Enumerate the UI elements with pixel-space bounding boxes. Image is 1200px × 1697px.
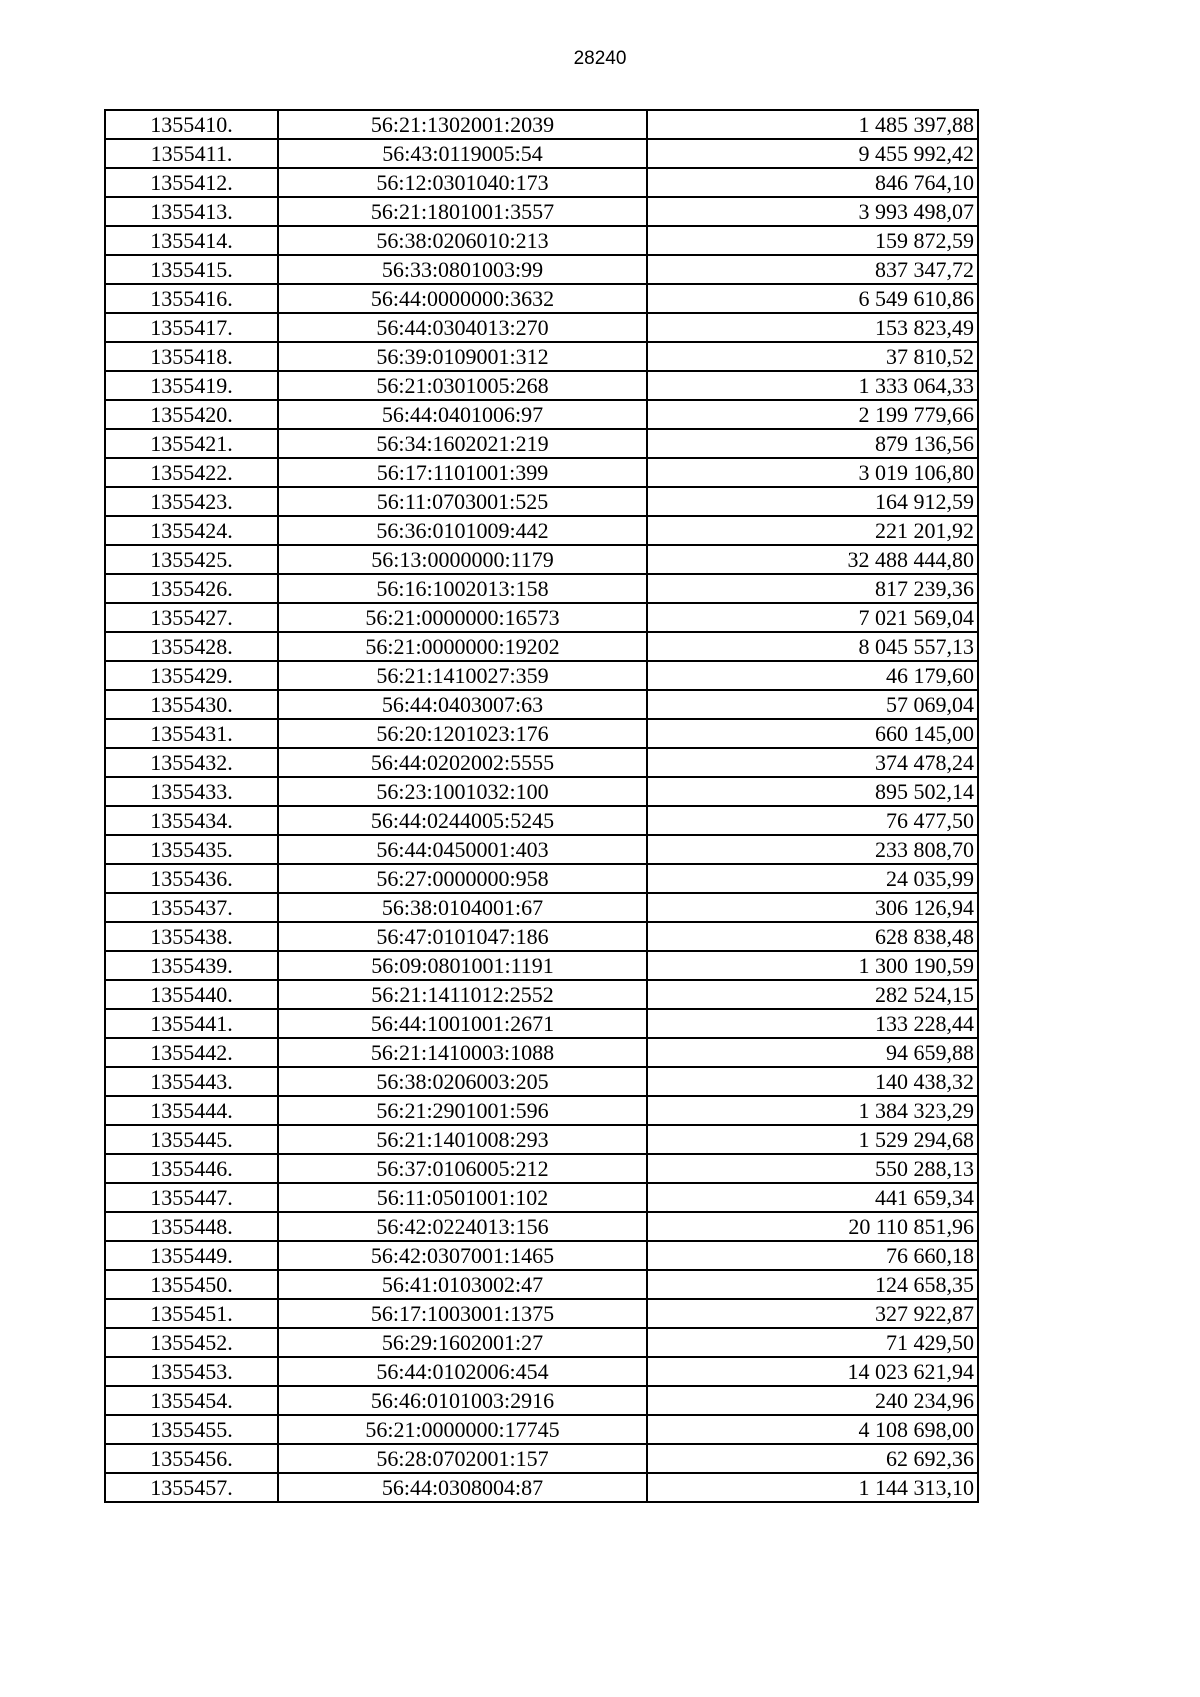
table-row [105, 661, 978, 690]
row-number-cell: 1355448. [105, 1212, 278, 1241]
table-row [105, 284, 978, 313]
cadastral-value-cell: 1 384 323,29 [647, 1096, 978, 1125]
cadastral-number-cell: 56:11:0703001:525 [278, 487, 647, 516]
table-row [105, 371, 978, 400]
cadastral-value-cell: 817 239,36 [647, 574, 978, 603]
cadastral-value-cell: 282 524,15 [647, 980, 978, 1009]
cadastral-number-cell: 56:37:0106005:212 [278, 1154, 647, 1183]
row-number-cell: 1355437. [105, 893, 278, 922]
cadastral-value-cell: 660 145,00 [647, 719, 978, 748]
table-row [105, 864, 978, 893]
cadastral-value-cell: 1 333 064,33 [647, 371, 978, 400]
table-row [105, 980, 978, 1009]
table-row [105, 487, 978, 516]
cadastral-value-cell: 1 485 397,88 [647, 110, 978, 139]
row-number-cell: 1355445. [105, 1125, 278, 1154]
table-row [105, 458, 978, 487]
cadastral-value-cell: 233 808,70 [647, 835, 978, 864]
cadastral-number-cell: 56:38:0206010:213 [278, 226, 647, 255]
cadastral-number-cell: 56:44:0000000:3632 [278, 284, 647, 313]
table-row [105, 1241, 978, 1270]
table-row [105, 719, 978, 748]
row-number-cell: 1355452. [105, 1328, 278, 1357]
cadastral-value-table [104, 109, 979, 1503]
row-number-cell: 1355453. [105, 1357, 278, 1386]
row-number-cell: 1355413. [105, 197, 278, 226]
cadastral-value-cell: 57 069,04 [647, 690, 978, 719]
cadastral-number-cell: 56:29:1602001:27 [278, 1328, 647, 1357]
cadastral-value-cell: 327 922,87 [647, 1299, 978, 1328]
cadastral-value-cell: 837 347,72 [647, 255, 978, 284]
row-number-cell: 1355439. [105, 951, 278, 980]
table-row [105, 429, 978, 458]
cadastral-value-cell: 306 126,94 [647, 893, 978, 922]
cadastral-value-cell: 374 478,24 [647, 748, 978, 777]
row-number-cell: 1355425. [105, 545, 278, 574]
row-number-cell: 1355440. [105, 980, 278, 1009]
cadastral-value-cell: 895 502,14 [647, 777, 978, 806]
cadastral-value-cell: 14 023 621,94 [647, 1357, 978, 1386]
cadastral-value-cell: 20 110 851,96 [647, 1212, 978, 1241]
cadastral-number-cell: 56:39:0109001:312 [278, 342, 647, 371]
page-number: 28240 [573, 48, 627, 69]
table-row [105, 806, 978, 835]
cadastral-number-cell: 56:42:0224013:156 [278, 1212, 647, 1241]
cadastral-number-cell: 56:21:0000000:17745 [278, 1415, 647, 1444]
cadastral-number-cell: 56:43:0119005:54 [278, 139, 647, 168]
cadastral-value-cell: 6 549 610,86 [647, 284, 978, 313]
cadastral-value-cell: 846 764,10 [647, 168, 978, 197]
cadastral-value-cell: 159 872,59 [647, 226, 978, 255]
row-number-cell: 1355441. [105, 1009, 278, 1038]
table-row [105, 516, 978, 545]
cadastral-value-cell: 76 477,50 [647, 806, 978, 835]
table-row [105, 574, 978, 603]
cadastral-value-cell: 2 199 779,66 [647, 400, 978, 429]
table-row [105, 1299, 978, 1328]
row-number-cell: 1355415. [105, 255, 278, 284]
table-row [105, 1183, 978, 1212]
row-number-cell: 1355416. [105, 284, 278, 313]
table-row [105, 922, 978, 951]
row-number-cell: 1355428. [105, 632, 278, 661]
row-number-cell: 1355417. [105, 313, 278, 342]
table-row [105, 1067, 978, 1096]
row-number-cell: 1355429. [105, 661, 278, 690]
cadastral-number-cell: 56:44:0450001:403 [278, 835, 647, 864]
row-number-cell: 1355424. [105, 516, 278, 545]
cadastral-value-cell: 7 021 569,04 [647, 603, 978, 632]
row-number-cell: 1355449. [105, 1241, 278, 1270]
row-number-cell: 1355456. [105, 1444, 278, 1473]
table-row [105, 110, 978, 139]
cadastral-value-cell: 550 288,13 [647, 1154, 978, 1183]
row-number-cell: 1355447. [105, 1183, 278, 1212]
cadastral-value-cell: 4 108 698,00 [647, 1415, 978, 1444]
cadastral-value-cell: 46 179,60 [647, 661, 978, 690]
cadastral-number-cell: 56:21:1302001:2039 [278, 110, 647, 139]
cadastral-number-cell: 56:23:1001032:100 [278, 777, 647, 806]
table-row [105, 1038, 978, 1067]
row-number-cell: 1355444. [105, 1096, 278, 1125]
cadastral-number-cell: 56:21:0000000:19202 [278, 632, 647, 661]
cadastral-number-cell: 56:34:1602021:219 [278, 429, 647, 458]
table-row [105, 1357, 978, 1386]
row-number-cell: 1355436. [105, 864, 278, 893]
cadastral-number-cell: 56:44:0401006:97 [278, 400, 647, 429]
cadastral-value-cell: 1 144 313,10 [647, 1473, 978, 1502]
row-number-cell: 1355423. [105, 487, 278, 516]
row-number-cell: 1355418. [105, 342, 278, 371]
cadastral-number-cell: 56:41:0103002:47 [278, 1270, 647, 1299]
cadastral-number-cell: 56:33:0801003:99 [278, 255, 647, 284]
row-number-cell: 1355412. [105, 168, 278, 197]
cadastral-value-cell: 37 810,52 [647, 342, 978, 371]
row-number-cell: 1355421. [105, 429, 278, 458]
cadastral-number-cell: 56:21:2901001:596 [278, 1096, 647, 1125]
row-number-cell: 1355442. [105, 1038, 278, 1067]
cadastral-value-cell: 94 659,88 [647, 1038, 978, 1067]
cadastral-value-cell: 164 912,59 [647, 487, 978, 516]
table-row [105, 1154, 978, 1183]
table-row [105, 1444, 978, 1473]
cadastral-number-cell: 56:16:1002013:158 [278, 574, 647, 603]
cadastral-number-cell: 56:11:0501001:102 [278, 1183, 647, 1212]
cadastral-number-cell: 56:44:0102006:454 [278, 1357, 647, 1386]
table-row [105, 313, 978, 342]
table-row [105, 893, 978, 922]
table-row [105, 1386, 978, 1415]
cadastral-number-cell: 56:12:0301040:173 [278, 168, 647, 197]
row-number-cell: 1355446. [105, 1154, 278, 1183]
row-number-cell: 1355434. [105, 806, 278, 835]
cadastral-number-cell: 56:42:0307001:1465 [278, 1241, 647, 1270]
row-number-cell: 1355414. [105, 226, 278, 255]
cadastral-number-cell: 56:09:0801001:1191 [278, 951, 647, 980]
cadastral-number-cell: 56:21:1411012:2552 [278, 980, 647, 1009]
table-row [105, 835, 978, 864]
cadastral-number-cell: 56:21:1410027:359 [278, 661, 647, 690]
cadastral-value-cell: 628 838,48 [647, 922, 978, 951]
row-number-cell: 1355450. [105, 1270, 278, 1299]
cadastral-value-cell: 140 438,32 [647, 1067, 978, 1096]
table-row [105, 400, 978, 429]
table-row [105, 748, 978, 777]
row-number-cell: 1355411. [105, 139, 278, 168]
row-number-cell: 1355451. [105, 1299, 278, 1328]
table-row [105, 690, 978, 719]
row-number-cell: 1355419. [105, 371, 278, 400]
table-row [105, 1212, 978, 1241]
cadastral-number-cell: 56:17:1003001:1375 [278, 1299, 647, 1328]
row-number-cell: 1355432. [105, 748, 278, 777]
cadastral-number-cell: 56:21:0000000:16573 [278, 603, 647, 632]
table-row [105, 1009, 978, 1038]
cadastral-number-cell: 56:44:1001001:2671 [278, 1009, 647, 1038]
cadastral-value-cell: 3 993 498,07 [647, 197, 978, 226]
cadastral-number-cell: 56:44:0244005:5245 [278, 806, 647, 835]
table-row [105, 197, 978, 226]
cadastral-number-cell: 56:47:0101047:186 [278, 922, 647, 951]
cadastral-value-cell: 62 692,36 [647, 1444, 978, 1473]
cadastral-value-cell: 8 045 557,13 [647, 632, 978, 661]
cadastral-value-cell: 221 201,92 [647, 516, 978, 545]
cadastral-number-cell: 56:44:0202002:5555 [278, 748, 647, 777]
row-number-cell: 1355426. [105, 574, 278, 603]
cadastral-number-cell: 56:44:0304013:270 [278, 313, 647, 342]
row-number-cell: 1355422. [105, 458, 278, 487]
table-row [105, 255, 978, 284]
table-row [105, 545, 978, 574]
cadastral-value-cell: 240 234,96 [647, 1386, 978, 1415]
cadastral-number-cell: 56:27:0000000:958 [278, 864, 647, 893]
table-row [105, 1473, 978, 1502]
table-row [105, 951, 978, 980]
cadastral-number-cell: 56:21:1801001:3557 [278, 197, 647, 226]
row-number-cell: 1355433. [105, 777, 278, 806]
row-number-cell: 1355427. [105, 603, 278, 632]
table-row [105, 342, 978, 371]
cadastral-number-cell: 56:28:0702001:157 [278, 1444, 647, 1473]
table-row [105, 168, 978, 197]
cadastral-value-cell: 879 136,56 [647, 429, 978, 458]
cadastral-value-cell: 71 429,50 [647, 1328, 978, 1357]
cadastral-value-cell: 32 488 444,80 [647, 545, 978, 574]
cadastral-number-cell: 56:20:1201023:176 [278, 719, 647, 748]
table-body [105, 110, 978, 1502]
row-number-cell: 1355435. [105, 835, 278, 864]
table-row [105, 777, 978, 806]
cadastral-number-cell: 56:46:0101003:2916 [278, 1386, 647, 1415]
row-number-cell: 1355430. [105, 690, 278, 719]
table-row [105, 1096, 978, 1125]
row-number-cell: 1355410. [105, 110, 278, 139]
table-row [105, 1270, 978, 1299]
table-row [105, 603, 978, 632]
cadastral-value-cell: 1 529 294,68 [647, 1125, 978, 1154]
cadastral-value-cell: 441 659,34 [647, 1183, 978, 1212]
cadastral-number-cell: 56:38:0104001:67 [278, 893, 647, 922]
cadastral-value-cell: 24 035,99 [647, 864, 978, 893]
cadastral-number-cell: 56:21:1410003:1088 [278, 1038, 647, 1067]
cadastral-number-cell: 56:36:0101009:442 [278, 516, 647, 545]
row-number-cell: 1355454. [105, 1386, 278, 1415]
table-row [105, 1415, 978, 1444]
cadastral-number-cell: 56:17:1101001:399 [278, 458, 647, 487]
cadastral-number-cell: 56:44:0403007:63 [278, 690, 647, 719]
row-number-cell: 1355457. [105, 1473, 278, 1502]
row-number-cell: 1355443. [105, 1067, 278, 1096]
cadastral-value-cell: 133 228,44 [647, 1009, 978, 1038]
row-number-cell: 1355431. [105, 719, 278, 748]
table-row [105, 139, 978, 168]
cadastral-value-cell: 9 455 992,42 [647, 139, 978, 168]
row-number-cell: 1355438. [105, 922, 278, 951]
table-row [105, 1328, 978, 1357]
cadastral-number-cell: 56:21:0301005:268 [278, 371, 647, 400]
cadastral-value-cell: 153 823,49 [647, 313, 978, 342]
cadastral-number-cell: 56:21:1401008:293 [278, 1125, 647, 1154]
cadastral-value-cell: 1 300 190,59 [647, 951, 978, 980]
row-number-cell: 1355420. [105, 400, 278, 429]
table-row [105, 1125, 978, 1154]
cadastral-value-cell: 76 660,18 [647, 1241, 978, 1270]
table-row [105, 632, 978, 661]
cadastral-number-cell: 56:44:0308004:87 [278, 1473, 647, 1502]
cadastral-number-cell: 56:13:0000000:1179 [278, 545, 647, 574]
cadastral-value-cell: 3 019 106,80 [647, 458, 978, 487]
cadastral-value-cell: 124 658,35 [647, 1270, 978, 1299]
row-number-cell: 1355455. [105, 1415, 278, 1444]
cadastral-number-cell: 56:38:0206003:205 [278, 1067, 647, 1096]
table-row [105, 226, 978, 255]
